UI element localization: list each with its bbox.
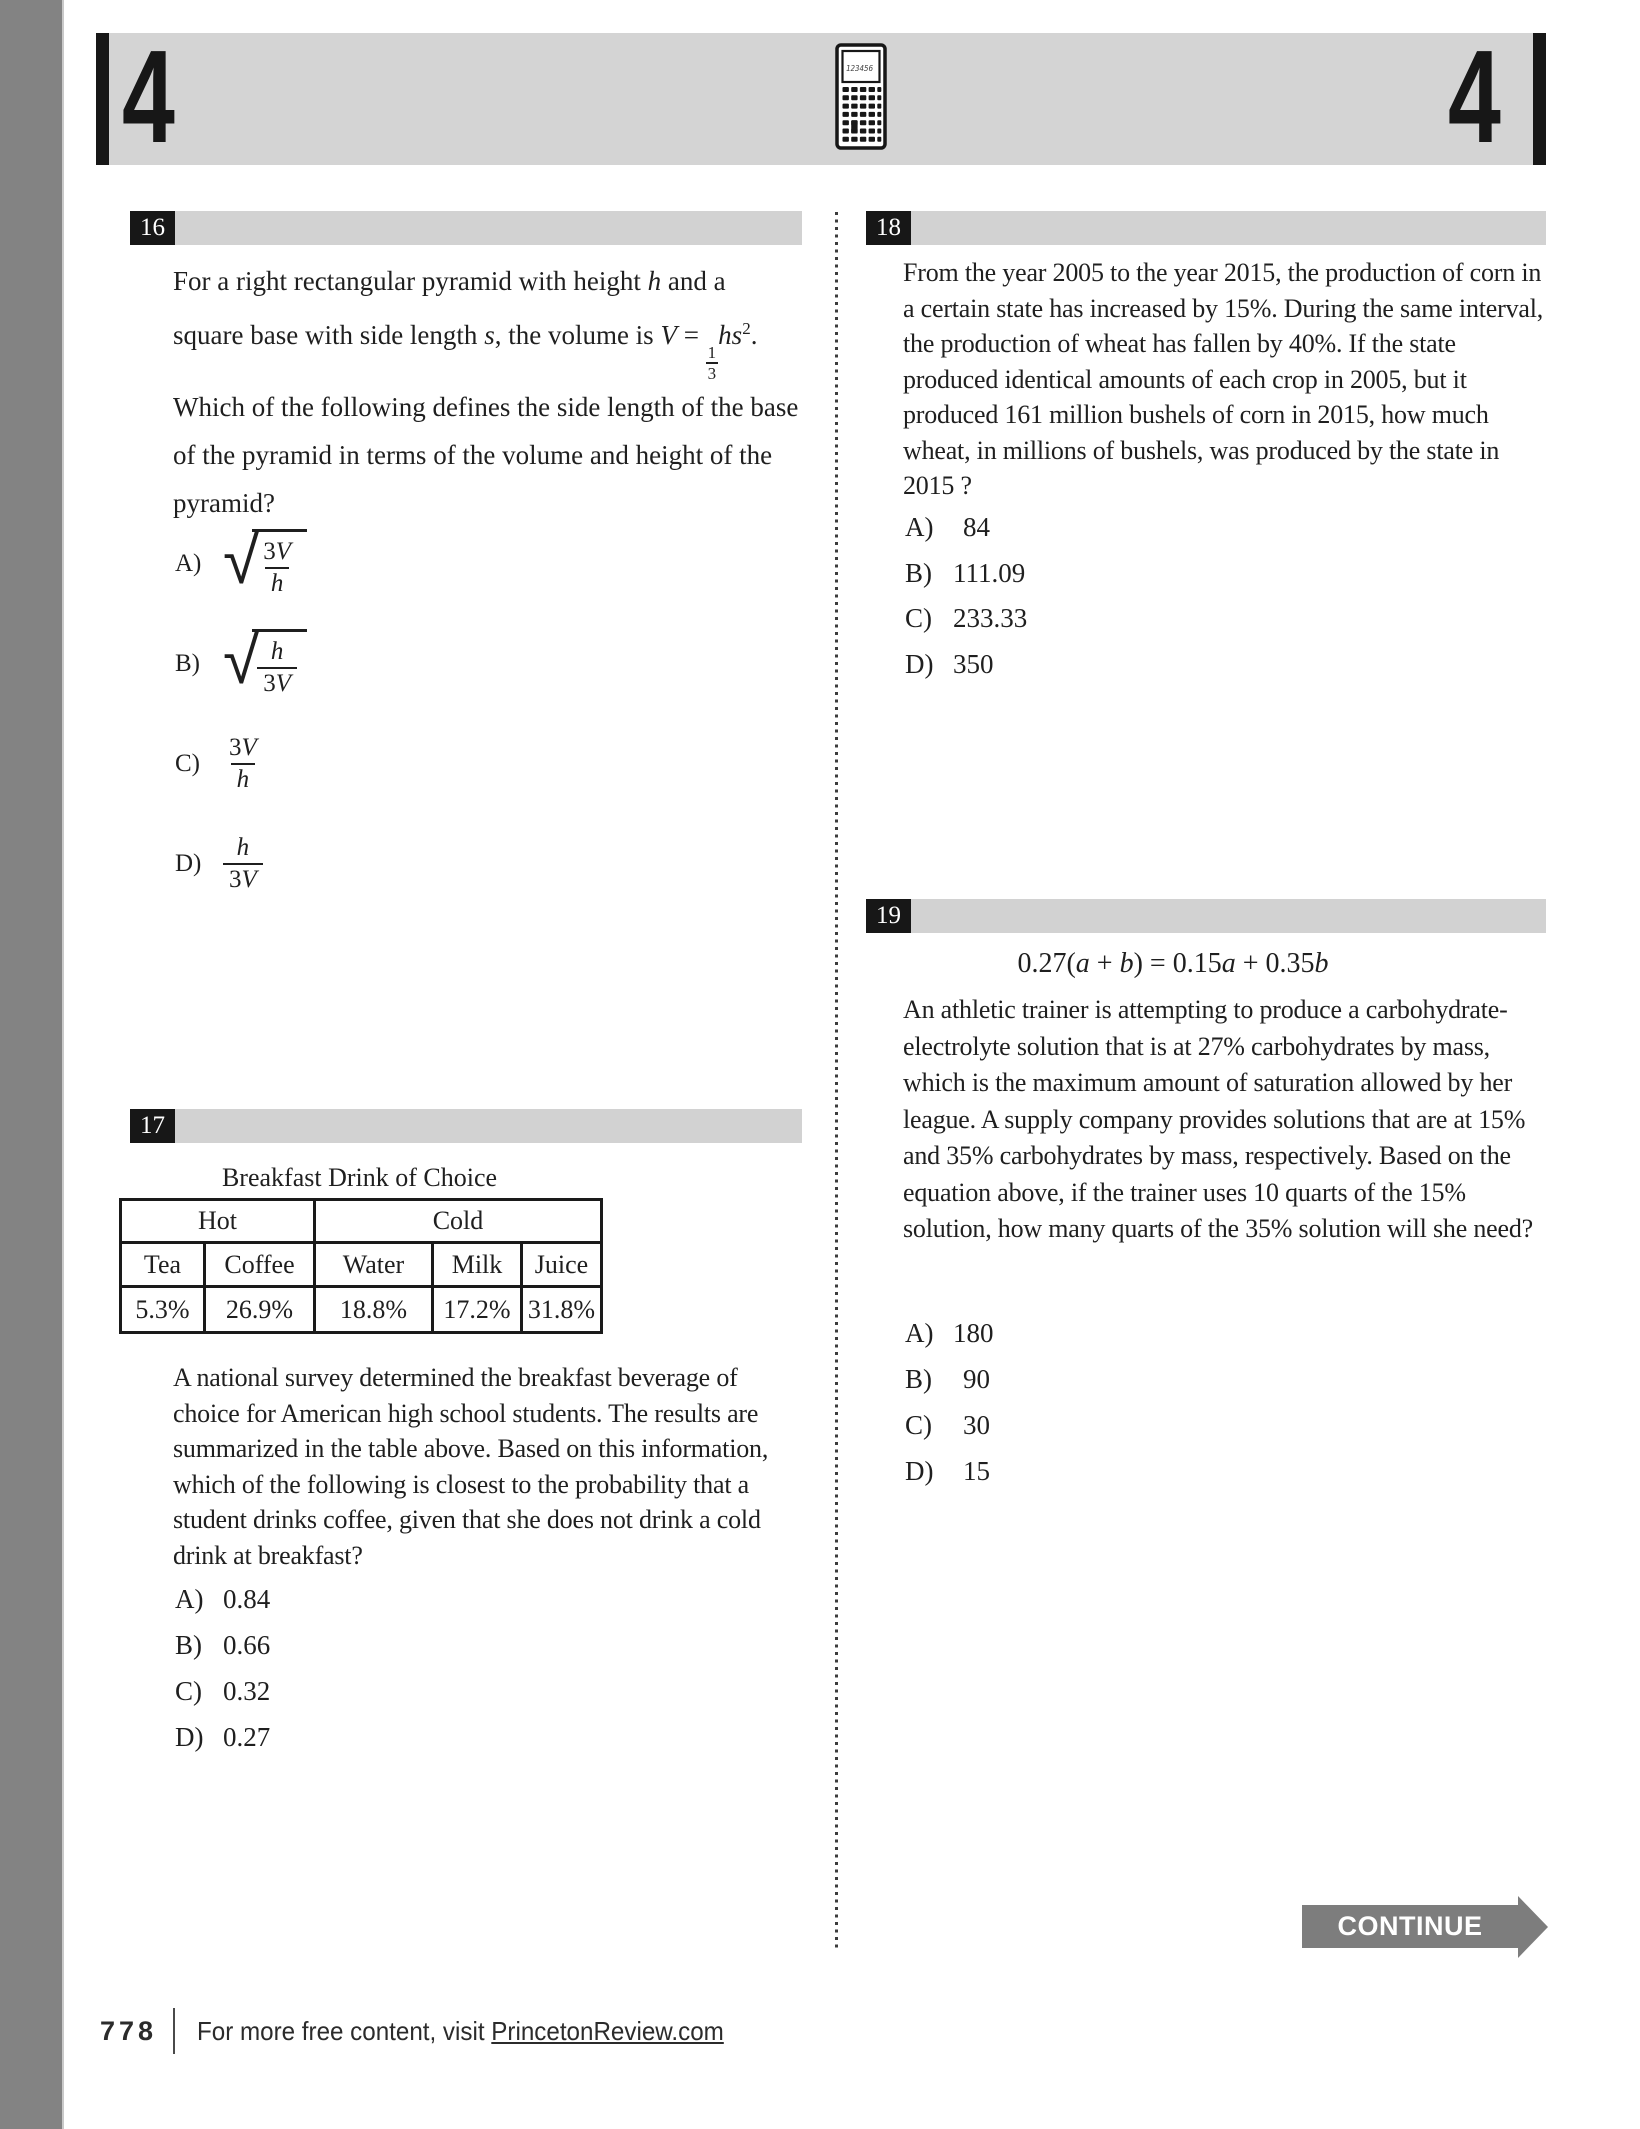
question-header-bar [911,899,1546,933]
choice-b: B) 111.09 [905,557,1026,588]
choice-c: C) 30 [905,1410,990,1440]
choice-d: D) 350 [905,648,994,679]
group-header-hot: Hot [121,1200,315,1243]
radical-sign: √ [223,621,260,699]
footer-text: For more free content, visit PrincetonReview.com [197,2015,724,2046]
one-third-fraction: $\frac{1}{3}$ [707,343,717,384]
question-16-choices [175,521,307,927]
choice-a: A) 84 [905,512,990,542]
table-title: Breakfast Drink of Choice [221,1163,498,1192]
header-right-bar [1533,33,1546,165]
choice-d: D) $\frac{h}{3V}$ [175,827,307,900]
table-group-row [121,1200,602,1243]
question-number-box: 17 [130,1109,175,1143]
radical-expression: √ $\frac{3V}{h}$ [223,529,307,599]
value-juice: 31.8% [522,1287,602,1333]
question-19-header [866,899,1546,933]
col-header-juice: Juice [522,1243,602,1287]
choice-a: A) √ $\frac{3V}{h}$ [175,527,307,600]
question-number-box: 19 [866,899,911,933]
question-16-stem: For a right rectangular pyramid with height h and a square base with side length s, the volume is V = $\frac{1}{3}$ $hs^2$. Which of the following defines the side length of the base of the pyramid in terms of the volume and height of the pyramid? [173,266,799,519]
section-number-left: 4 [122,23,175,170]
question-19-stem: An athletic trainer is attempting to produce a carbohydrate-electrolyte solution that is at 27% carbohydrates by mass, which is the maximum amount of saturation allowed by her league. A supply company provides solutions that are at 15% and 35% carbohydrates by mass, respectively. Based on the equation above, if the trainer uses 10 quarts of the 15% solution, how many quarts of the 35% solution will she need? [903,995,1533,1243]
question-17-choices [175,1584,270,1768]
question-17-stem: A national survey determined the breakfast beverage of choice for American high school students. The results are summarized in the table above. Based on this information, which of the following is closest to the probability that a student drinks coffee, given that she does not drink a cold drink at breakfast? [173,1363,769,1570]
group-header-cold: Cold [315,1200,602,1243]
choice-c: C) $\frac{3V}{h}$ [175,727,307,800]
choice-b: B) √ $\frac{h}{3V}$ [175,627,307,700]
col-header-water: Water [315,1243,433,1287]
question-18-choices [905,512,1027,694]
svg-text:123456: 123456 [846,64,874,73]
col-header-tea: Tea [121,1243,205,1287]
col-header-coffee: Coffee [205,1243,315,1287]
question-18-header [866,211,1546,245]
question-header-bar [911,211,1546,245]
value-tea: 5.3% [121,1287,205,1333]
question-header-bar [175,211,802,245]
continue-label: CONTINUE [1337,1911,1483,1941]
choice-d: D) 15 [905,1456,990,1486]
princeton-review-link[interactable]: PrincetonReview.com [491,2015,724,2046]
calculator-icon [834,42,888,157]
fraction-expression: $\frac{h}{3V}$ [223,833,263,895]
section-number-right: 4 [1448,23,1501,170]
page-left-gutter [0,0,64,2129]
question-16-header [130,211,802,245]
column-divider [835,212,838,1952]
question-19-equation: 0.27(a + b) = 0.15a + 0.35b [1017,948,1329,979]
table-value-row [121,1287,602,1333]
col-header-milk: Milk [433,1243,522,1287]
header-left-bar [96,33,109,165]
continue-arrow-icon [1518,1896,1548,1958]
question-19-choices [905,1318,994,1502]
question-17-header [130,1109,802,1143]
radical-sign: √ [223,521,260,599]
choice-d: D) 0.27 [175,1722,271,1752]
section-header-band [96,23,1546,170]
fraction-expression: $\frac{3V}{h}$ [229,733,257,793]
page-footer [100,2008,764,2054]
question-number-box: 18 [866,211,911,245]
choice-c: C) 0.32 [175,1676,271,1706]
value-water: 18.8% [315,1287,433,1333]
question-18-stem: From the year 2005 to the year 2015, the production of corn in a certain state has increased by 15%. During the same interval, the production of wheat has fallen by 40%. If the state produced identical amounts of each crop in 2005, but it produced 161 million bushels of corn in 2015, how much wheat, in millions of bushels, was produced by the state in 2015 ? [903,258,1544,500]
table-header-row [121,1243,602,1287]
value-milk: 17.2% [433,1287,522,1333]
choice-a: A) 0.84 [175,1584,271,1614]
footer-divider [173,2008,175,2054]
breakfast-drink-table [119,1198,603,1334]
choice-c: C) 233.33 [905,603,1028,633]
continue-button[interactable] [1302,1905,1518,1948]
question-header-bar [175,1109,802,1143]
choice-a: A) 180 [905,1318,994,1348]
question-number-box: 16 [130,211,175,245]
choice-b: B) 0.66 [175,1630,271,1660]
choice-b: B) 90 [905,1364,990,1394]
page-number: 778 [100,2015,158,2046]
radical-expression: √ $\frac{h}{3V}$ [223,629,307,699]
value-coffee: 26.9% [205,1287,315,1333]
